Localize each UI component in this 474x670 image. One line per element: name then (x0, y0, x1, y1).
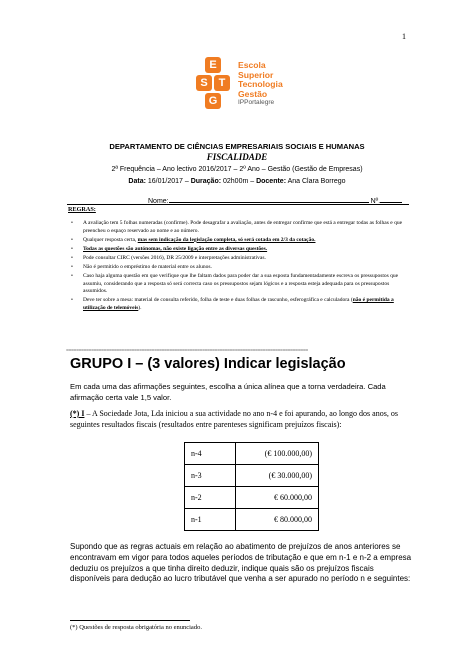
date-value: 16/01/2017 – (145, 178, 191, 185)
footnote-divider (70, 620, 190, 621)
separator-line: ================================================================================================ (66, 349, 308, 354)
list-item (66, 237, 410, 245)
department-title: DEPARTAMENTO DE CIÊNCIAS EMPRESARIAIS SOCIAIS E HUMANAS (109, 142, 365, 151)
value-cell: (€ 30.000,00) (236, 465, 319, 487)
teacher-label: Docente: (256, 178, 287, 185)
logo-line: Tecnologia (238, 79, 283, 89)
logo-line: Escola (238, 60, 266, 70)
rule-emphasis: Todas as questões são autónomas, não existe ligação entre as diversas questões. (83, 245, 268, 252)
value-cell: (€ 100.000,00) (236, 443, 319, 465)
question-text: – A Sociedade Jota, Lda iniciou a sua actividade no ano n-4 e foi apurando, ao longo dos anos, os seguintes resultados fiscais (resultados entre parenteses significam prejuízos fiscais): (70, 409, 398, 429)
rules-divider (67, 204, 409, 205)
bullet-icon: • (71, 220, 73, 226)
bullet-icon: • (71, 263, 73, 270)
rule-text: ). (138, 304, 142, 311)
logo-text (238, 61, 283, 99)
year-cell: n-2 (185, 487, 236, 509)
bullet-icon: • (71, 254, 73, 261)
fiscal-results-table (184, 442, 319, 531)
rule-text: Caso haja alguma questão em que verifique que lhe faltam dados para poder dar a sua esposta fundamentadamente escreva os pressupostos que assumiu, considerando que a resposta só será correcta caso os pressupostos sejam lógicos e a resposta esteja adequada para os pressupostos assumidos. (83, 273, 399, 295)
subject-title: FISCALIDADE (206, 152, 268, 162)
duration-value: 02h00m – (221, 178, 257, 185)
logo-subtitle: IPPortalegre (238, 99, 275, 106)
table-row (185, 509, 319, 531)
date-line (0, 178, 474, 185)
number-label: Nº. (370, 198, 381, 205)
year-cell: n-4 (185, 443, 236, 465)
logo-letter-g: G (205, 93, 221, 109)
list-item (66, 255, 410, 263)
logo-letter-t: T (214, 75, 230, 91)
rule-text: Deve ter sobre a mesa: material de consulta referido, folha de teste e duas folhas de rascunho, esferográfica e calculadora ( (83, 297, 353, 304)
question-1 (70, 408, 412, 430)
date-label: Data: (128, 178, 146, 185)
group-title: GRUPO I – (3 valores) Indicar legislação (70, 356, 346, 372)
rule-emphasis: não é permitida a utilização de telemóveis (83, 297, 394, 311)
list-item (66, 273, 410, 296)
table-row (185, 487, 319, 509)
table-row (185, 443, 319, 465)
rules-title: REGRAS: (68, 206, 96, 213)
logo-line: Superior (238, 69, 274, 80)
exam-info: 2ª Frequência – Ano lectivo 2016/2017 – 2º Ano – Gestão (Gestão de Empresas) (111, 166, 363, 173)
bullet-icon: • (71, 236, 73, 243)
list-item (66, 220, 410, 235)
school-logo (192, 55, 302, 137)
question-1-statement: Supondo que as regras actuais em relação ao abatimento de prejuízos de anos anteriores se encontravam em vigor para todos aqueles períodos de tributação e que em n-1 e n-2 a empresa deduziu os prejuízos a que tinha direito deduzir, indique quais são os prejuízos fiscais disponíveis para dedução ao lucro tributável que venha a ser apurado no período n e seguintes: (70, 542, 412, 584)
question-label: (*) I (70, 409, 85, 418)
footnote: (*) Questões de resposta obrigatória no enunciado. (70, 624, 202, 631)
teacher-value: Ana Clara Borrego (286, 178, 346, 185)
duration-label: Duração: (190, 178, 222, 185)
list-item (66, 264, 410, 272)
bullet-icon: • (71, 297, 73, 304)
logo-letter-s: S (196, 75, 212, 91)
rule-text: Não é permitido o empréstimo de material entre os alunos. (83, 263, 212, 270)
page-number: 1 (402, 32, 406, 41)
name-label: Nome: (148, 198, 169, 205)
bullet-icon: • (71, 273, 73, 280)
table-row (185, 465, 319, 487)
value-cell: € 80.000,00 (236, 509, 319, 531)
group-instructions: Em cada uma das afirmações seguintes, escolha a única alínea que a torna verdadeira. Cada afirmação certa vale 1,5 valor. (70, 382, 386, 402)
rules-list (66, 220, 410, 314)
rule-text: Qualquer resposta certa, (83, 236, 138, 243)
rule-emphasis: mas sem indicação da legislação completa, só será cotada em 2/3 da cotação. (137, 236, 316, 243)
value-cell: € 60.000,00 (236, 487, 319, 509)
year-cell: n-3 (185, 465, 236, 487)
name-field[interactable] (169, 195, 369, 203)
rule-text: A avaliação tem 5 folhas numeradas (confirme). Pode desagrafar a avaliação, antes de entregar confirme que está a entregar todas as folhas e que preencheu o espaço reservado ao nome e ao número. (83, 220, 403, 234)
bullet-icon: • (71, 245, 73, 252)
number-field[interactable] (380, 195, 402, 203)
logo-letter-e: E (205, 57, 221, 73)
logo-line: Gestão (238, 88, 268, 99)
list-item (66, 246, 410, 254)
rule-text: Pode consultar CIRC (versões 2016), DR 25/2009 e interpretações administrativas. (83, 254, 266, 261)
list-item (66, 297, 410, 312)
year-cell: n-1 (185, 509, 236, 531)
